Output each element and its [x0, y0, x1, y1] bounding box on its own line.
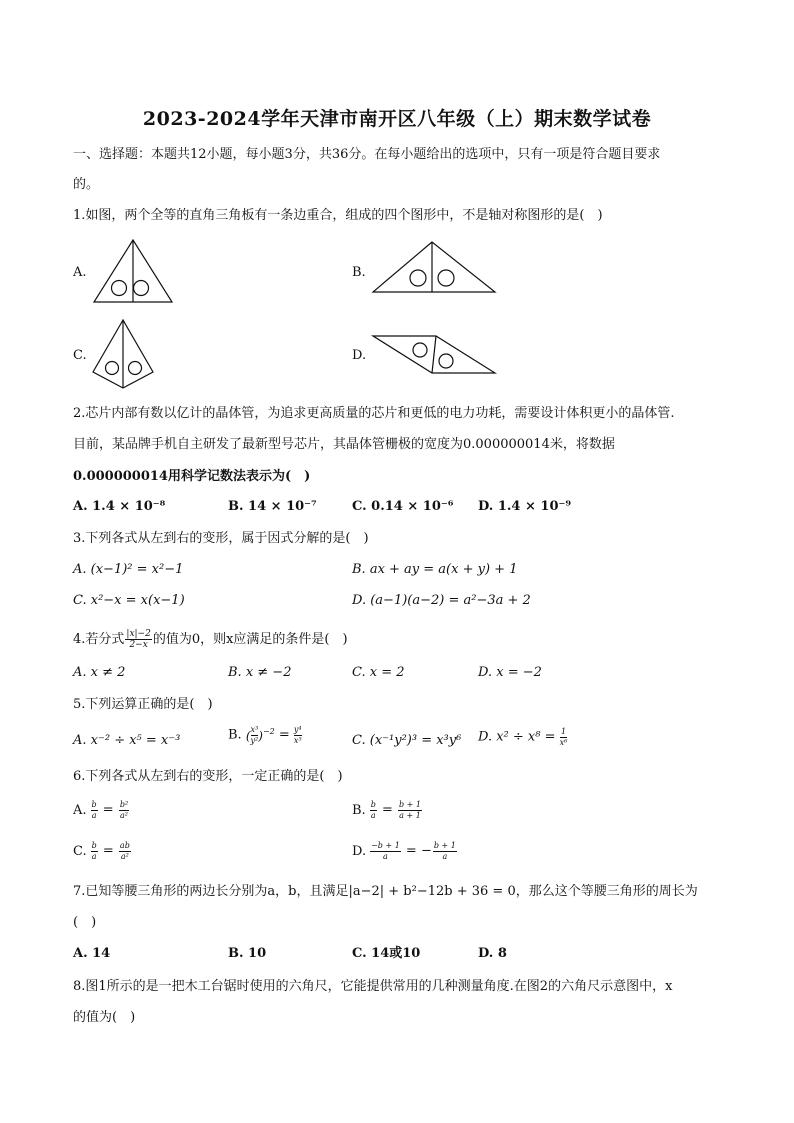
q2-stem-line3: 0.000000014用科学记数法表示为( ) [73, 469, 311, 484]
q1-stem: 1.如图，两个全等的直角三角板有一条边重合，组成的四个图形中，不是轴对称图形的是( ) [73, 208, 603, 223]
q2-option-c: C. 0.14 × 10⁻⁶ [352, 499, 454, 514]
q6-option-a-right-fraction-den: a² [120, 811, 128, 820]
q4-stem-suffix: 的值为0，则x应满足的条件是( ) [152, 632, 348, 647]
q6-option-c-right-fraction-num: ab [119, 841, 130, 850]
q4-fraction-den: 2−x [129, 640, 148, 650]
q3-option-c: C. x²−x = x(x−1) [73, 593, 185, 608]
q5-option-b-rnum: y⁴ [293, 725, 302, 734]
q4-option-a: A. x ≠ 2 [73, 665, 126, 680]
page-title: 2023-2024学年天津市南开区八年级（上）期末数学试卷 [142, 108, 652, 130]
section-header: 一、选择题：本题共12小题，每小题3分，共36分。在每小题给出的选项中，只有一项是符合题目要求 [73, 147, 661, 162]
q6-option-b-left-fraction [370, 800, 377, 821]
q1-figure-d [370, 333, 500, 377]
q1-option-a: A. [73, 265, 87, 280]
q6-option-b-right-fraction [398, 800, 422, 821]
q6-option-d-right-fraction-num: b + 1 [433, 841, 456, 850]
q6-option-d-right-fraction-den: a [442, 852, 448, 861]
q6-option-a [73, 800, 130, 821]
q7-option-d: D. 8 [478, 946, 507, 961]
q6-option-c-left-fraction-num: b [91, 841, 97, 850]
q6-option-a-left-fraction-num: b [91, 800, 97, 809]
q7-stem-line2: ( ) [73, 915, 97, 930]
q6-option-a-label: A. [73, 802, 87, 818]
q6-stem: 6.下列各式从左到右的变形，一定正确的是( ) [73, 769, 343, 784]
q6-option-b-right-fraction-num: b + 1 [398, 800, 421, 809]
q7-option-a: A. 14 [73, 946, 111, 961]
q6-option-b-left-fraction-den: a [370, 811, 376, 820]
q4-stem [73, 629, 348, 650]
q4-option-c: C. x = 2 [352, 665, 405, 680]
q6-option-a-equals: = [98, 802, 118, 818]
q5-option-b-label: B. [228, 727, 242, 743]
q6-option-d-right-fraction [433, 841, 457, 862]
q2-option-a: A. 1.4 × 10⁻⁸ [73, 499, 166, 514]
q6-option-c-left-fraction-den: a [91, 852, 97, 861]
q3-option-b: B. ax + ay = a(x + y) + 1 [352, 562, 518, 577]
q5-option-b-lnum: x³ [250, 725, 259, 734]
q6-option-d-label: D. [352, 843, 367, 859]
q1-option-b: B. [352, 265, 366, 280]
q3-option-a: A. (x−1)² = x²−1 [73, 562, 184, 577]
q7-option-c: C. 14或10 [352, 946, 421, 961]
q6-option-b-equals: = [377, 802, 397, 818]
q5-option-c: C. (x⁻¹y²)³ = x³y⁶ [352, 733, 462, 748]
q6-option-a-right-fraction-num: b² [119, 800, 129, 809]
q5-option-b-rfrac [294, 725, 302, 746]
q1-figure-b [370, 240, 500, 296]
q6-option-d-equals: = − [401, 843, 432, 859]
q1-figure-c [90, 318, 160, 390]
q2-stem-line2: 目前，某品牌手机自主研发了最新型号芯片，其晶体管栅极的宽度为0.000000014米，将数据 [73, 437, 615, 452]
q6-option-d-left-fraction-den: a [383, 852, 388, 861]
q5-option-b-exp: −2 [262, 727, 275, 736]
q6-option-c-right-fraction [119, 841, 131, 862]
q6-option-d [352, 841, 458, 862]
q8-stem: 8.图1所示的是一把木工台锯时使用的六角尺，它能提供常用的几种测量角度.在图2的六角尺示意图中，x [73, 979, 673, 994]
q3-option-d: D. (a−1)(a−2) = a²−3a + 2 [352, 593, 531, 608]
q5-option-d [478, 727, 567, 748]
q6-option-b-label: B. [352, 802, 366, 818]
q5-option-d-den: x⁶ [559, 738, 568, 747]
q2-option-b: B. 14 × 10⁻⁷ [228, 499, 317, 514]
q5-option-b-rden: x⁵ [293, 736, 302, 745]
q4-fraction [125, 629, 151, 650]
q7-option-b: B. 10 [228, 946, 267, 961]
q5-option-d-num: 1 [560, 727, 567, 736]
q6-option-c-right-fraction-den: a² [120, 852, 129, 861]
q6-option-b-right-fraction-den: a + 1 [399, 811, 421, 820]
q6-option-a-left-fraction [91, 800, 98, 821]
q5-option-b [228, 725, 302, 746]
q4-fraction-num: |x|−2 [126, 629, 151, 639]
q5-option-d-frac [560, 727, 568, 748]
q6-option-c-equals: = [98, 843, 118, 859]
q1-option-d: D. [352, 348, 367, 363]
q6-option-b-left-fraction-num: b [370, 800, 376, 809]
q6-option-a-left-fraction-den: a [91, 811, 97, 820]
q3-stem: 3.下列各式从左到右的变形，属于因式分解的是( ) [73, 531, 369, 546]
q5-option-b-eq: = [274, 727, 294, 743]
q5-option-a: A. x⁻² ÷ x⁵ = x⁻³ [73, 733, 181, 748]
q7-stem: 7.已知等腰三角形的两边长分别为a，b，且满足|a−2| + b²−12b + 36 = 0，那么这个等腰三角形的周长为 [73, 884, 698, 899]
q4-option-b: B. x ≠ −2 [228, 665, 292, 680]
q2-stem: 2.芯片内部有数以亿计的晶体管，为追求更高质量的芯片和更低的电力功耗，需要设计体积更小的晶体管. [73, 406, 675, 421]
q5-option-b-lden: y² [250, 736, 259, 745]
q6-option-c-left-fraction [91, 841, 98, 862]
q5-option-b-paren-close: ) [258, 728, 263, 743]
section-header-cont: 的。 [73, 177, 100, 192]
q6-option-a-right-fraction [119, 800, 129, 821]
q2-option-d: D. 1.4 × 10⁻⁹ [478, 499, 572, 514]
q6-option-d-left-fraction [370, 841, 401, 862]
q1-figure-a [90, 238, 180, 306]
q6-option-d-left-fraction-num: −b + 1 [371, 841, 400, 850]
q5-stem: 5.下列运算正确的是( ) [73, 697, 213, 712]
q6-option-c-label: C. [73, 843, 87, 859]
q1-option-c: C. [73, 348, 87, 363]
q6-option-b [352, 800, 423, 821]
q4-option-d: D. x = −2 [478, 665, 542, 680]
q8-stem-line2: 的值为( ) [73, 1010, 136, 1025]
q4-stem-prefix: 4.若分式 [73, 632, 125, 647]
q6-option-c [73, 841, 132, 862]
q5-option-b-paren: ( [245, 728, 251, 743]
q5-option-d-text: D. x² ÷ x⁸ = [478, 729, 560, 745]
